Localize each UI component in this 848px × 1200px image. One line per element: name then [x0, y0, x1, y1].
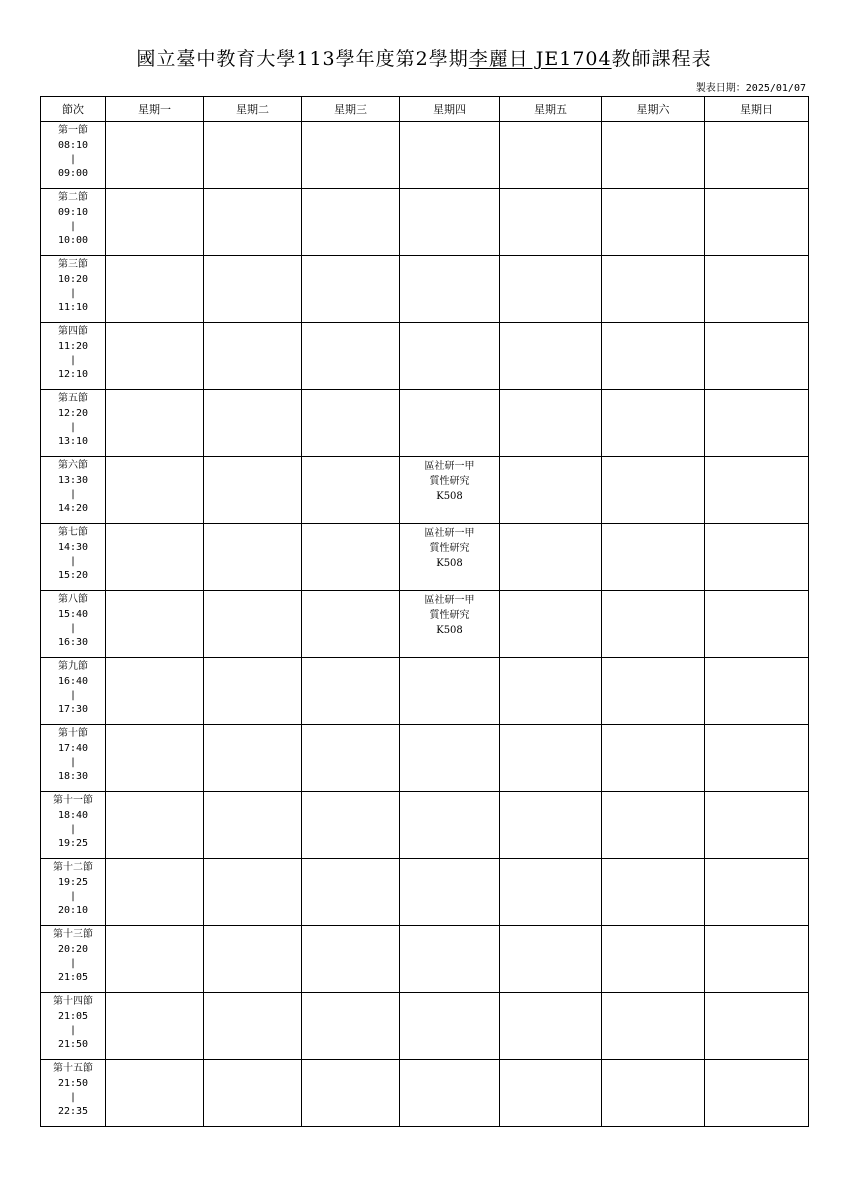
schedule-cell: [400, 390, 500, 457]
period-end: 21:50: [57, 1039, 89, 1050]
period-start: 13:30: [57, 475, 89, 486]
day-header: 星期一: [106, 97, 204, 122]
course-room: K508: [436, 625, 463, 636]
period-separator: |: [69, 757, 77, 768]
period-start: 21:05: [57, 1011, 89, 1022]
schedule-cell: [400, 323, 500, 390]
schedule-cell: [602, 122, 705, 189]
period-end: 11:10: [57, 302, 89, 313]
schedule-cell: [106, 725, 204, 792]
schedule-cell: [302, 1060, 400, 1127]
schedule-cell: [106, 122, 204, 189]
period-row: [41, 122, 809, 189]
schedule-cell: [302, 390, 400, 457]
schedule-cell: [705, 658, 809, 725]
period-cell: [41, 792, 106, 859]
period-name: 第七節: [58, 527, 88, 538]
schedule-cell: [500, 390, 602, 457]
period-separator: |: [69, 1092, 77, 1103]
period-row: [41, 524, 809, 591]
schedule-cell: [204, 256, 302, 323]
schedule-cell: [106, 390, 204, 457]
period-cell: [41, 390, 106, 457]
schedule-cell: [602, 859, 705, 926]
period-name: 第十節: [58, 728, 88, 739]
schedule-cell: [204, 591, 302, 658]
title-suffix: 教師課程表: [611, 48, 712, 70]
schedule-cell: [500, 457, 602, 524]
schedule-cell: [500, 859, 602, 926]
period-end: 21:05: [57, 972, 89, 983]
schedule-cell: [302, 926, 400, 993]
schedule-cell: [106, 323, 204, 390]
schedule-cell: [705, 792, 809, 859]
schedule-cell: [204, 457, 302, 524]
schedule-cell: [106, 792, 204, 859]
schedule-cell: [400, 457, 500, 524]
period-cell: [41, 457, 106, 524]
schedule-cell: [400, 926, 500, 993]
period-cell: [41, 122, 106, 189]
schedule-cell: [106, 926, 204, 993]
period-cell: [41, 524, 106, 591]
schedule-cell: [500, 323, 602, 390]
period-end: 15:20: [57, 570, 89, 581]
period-start: 17:40: [57, 743, 89, 754]
schedule-cell: [602, 390, 705, 457]
period-start: 14:30: [57, 542, 89, 553]
period-name: 第十五節: [53, 1063, 93, 1074]
day-header: 星期三: [302, 97, 400, 122]
period-separator: |: [69, 221, 77, 232]
schedule-cell: [705, 524, 809, 591]
day-header: 星期日: [705, 97, 809, 122]
period-separator: |: [69, 154, 77, 165]
course-room: K508: [436, 491, 463, 502]
course-subject: 質性研究: [429, 610, 470, 621]
course-subject: 質性研究: [429, 543, 470, 554]
header-row: [41, 97, 809, 122]
schedule-cell: [400, 792, 500, 859]
period-end: 20:10: [57, 905, 89, 916]
period-start: 11:20: [57, 341, 89, 352]
period-row: [41, 926, 809, 993]
period-end: 19:25: [57, 838, 89, 849]
period-cell: [41, 323, 106, 390]
period-name: 第四節: [58, 326, 88, 337]
period-end: 13:10: [57, 436, 89, 447]
schedule-cell: [204, 725, 302, 792]
schedule-cell: [400, 524, 500, 591]
schedule-cell: [400, 859, 500, 926]
page-title: [0, 44, 848, 71]
period-row: [41, 658, 809, 725]
schedule-cell: [500, 524, 602, 591]
schedule-cell: [302, 256, 400, 323]
schedule-cell: [602, 658, 705, 725]
period-cell: [41, 1060, 106, 1127]
schedule-cell: [302, 323, 400, 390]
period-name: 第一節: [58, 125, 88, 136]
period-row: [41, 993, 809, 1060]
course-subject: 質性研究: [429, 476, 470, 487]
schedule-cell: [500, 993, 602, 1060]
course-entry: [400, 524, 499, 571]
period-cell: [41, 859, 106, 926]
period-row: [41, 859, 809, 926]
schedule-cell: [500, 189, 602, 256]
schedule-cell: [204, 993, 302, 1060]
day-header: 星期二: [204, 97, 302, 122]
period-start: 19:25: [57, 877, 89, 888]
schedule-cell: [602, 725, 705, 792]
period-name: 第十二節: [53, 862, 93, 873]
period-row: [41, 256, 809, 323]
schedule-cell: [400, 1060, 500, 1127]
schedule-cell: [106, 993, 204, 1060]
period-row: [41, 1060, 809, 1127]
schedule-cell: [400, 591, 500, 658]
corner-header: 節次: [41, 97, 106, 122]
schedule-cell: [602, 189, 705, 256]
schedule-cell: [705, 859, 809, 926]
schedule-cell: [302, 859, 400, 926]
schedule-cell: [302, 122, 400, 189]
schedule-cell: [500, 725, 602, 792]
course-class: 區社研一甲: [424, 595, 475, 606]
period-row: [41, 457, 809, 524]
schedule-cell: [204, 323, 302, 390]
period-separator: |: [69, 690, 77, 701]
schedule-cell: [204, 1060, 302, 1127]
schedule-cell: [302, 725, 400, 792]
schedule-cell: [204, 859, 302, 926]
day-header: 星期四: [400, 97, 500, 122]
schedule-cell: [705, 256, 809, 323]
period-name: 第十三節: [53, 929, 93, 940]
period-cell: [41, 591, 106, 658]
schedule-cell: [602, 1060, 705, 1127]
period-separator: |: [69, 623, 77, 634]
schedule-cell: [500, 122, 602, 189]
schedule-cell: [602, 256, 705, 323]
period-name: 第六節: [58, 460, 88, 471]
period-separator: |: [69, 489, 77, 500]
period-row: [41, 792, 809, 859]
period-name: 第十一節: [53, 795, 93, 806]
period-cell: [41, 926, 106, 993]
schedule-cell: [705, 993, 809, 1060]
period-name: 第九節: [58, 661, 88, 672]
period-end: 22:35: [57, 1106, 89, 1117]
schedule-cell: [602, 323, 705, 390]
period-row: [41, 591, 809, 658]
schedule-cell: [602, 524, 705, 591]
title-prefix: 國立臺中教育大學113學年度第2學期: [136, 48, 469, 70]
timetable-body: [41, 122, 809, 1127]
schedule-cell: [106, 859, 204, 926]
course-entry: [400, 457, 499, 504]
schedule-cell: [204, 524, 302, 591]
schedule-cell: [204, 792, 302, 859]
schedule-cell: [400, 725, 500, 792]
period-name: 第三節: [58, 259, 88, 270]
period-start: 18:40: [57, 810, 89, 821]
schedule-cell: [106, 457, 204, 524]
period-cell: [41, 993, 106, 1060]
schedule-cell: [400, 189, 500, 256]
period-separator: |: [69, 958, 77, 969]
schedule-cell: [204, 122, 302, 189]
schedule-cell: [500, 1060, 602, 1127]
schedule-cell: [500, 792, 602, 859]
schedule-cell: [302, 457, 400, 524]
schedule-cell: [106, 256, 204, 323]
day-header: 星期五: [500, 97, 602, 122]
schedule-cell: [400, 122, 500, 189]
schedule-cell: [602, 926, 705, 993]
schedule-cell: [500, 658, 602, 725]
period-end: 18:30: [57, 771, 89, 782]
period-name: 第八節: [58, 594, 88, 605]
timetable: [40, 96, 809, 1127]
period-row: [41, 725, 809, 792]
schedule-cell: [705, 390, 809, 457]
period-separator: |: [69, 824, 77, 835]
period-start: 10:20: [57, 274, 89, 285]
schedule-cell: [106, 189, 204, 256]
period-name: 第二節: [58, 192, 88, 203]
period-separator: |: [69, 288, 77, 299]
course-class: 區社研一甲: [424, 461, 475, 472]
schedule-cell: [204, 926, 302, 993]
course-entry: [400, 591, 499, 638]
schedule-cell: [705, 591, 809, 658]
period-separator: |: [69, 422, 77, 433]
period-separator: |: [69, 556, 77, 567]
period-cell: [41, 256, 106, 323]
schedule-cell: [204, 189, 302, 256]
schedule-cell: [302, 591, 400, 658]
period-end: 12:10: [57, 369, 89, 380]
schedule-cell: [705, 189, 809, 256]
teacher-name: 李麗日 JE1704: [468, 48, 612, 70]
period-end: 10:00: [57, 235, 89, 246]
print-date: 製表日期：2025/01/07: [695, 83, 806, 94]
period-cell: [41, 658, 106, 725]
schedule-cell: [705, 122, 809, 189]
schedule-cell: [400, 256, 500, 323]
schedule-cell: [602, 591, 705, 658]
period-start: 16:40: [57, 676, 89, 687]
period-start: 15:40: [57, 609, 89, 620]
schedule-cell: [705, 926, 809, 993]
period-end: 17:30: [57, 704, 89, 715]
schedule-cell: [602, 993, 705, 1060]
period-cell: [41, 189, 106, 256]
schedule-cell: [204, 390, 302, 457]
schedule-cell: [602, 457, 705, 524]
schedule-cell: [602, 792, 705, 859]
period-start: 08:10: [57, 140, 89, 151]
schedule-cell: [400, 993, 500, 1060]
period-name: 第十四節: [53, 996, 93, 1007]
schedule-cell: [705, 725, 809, 792]
schedule-cell: [106, 591, 204, 658]
period-start: 21:50: [57, 1078, 89, 1089]
day-header: 星期六: [602, 97, 705, 122]
period-start: 12:20: [57, 408, 89, 419]
period-start: 09:10: [57, 207, 89, 218]
period-name: 第五節: [58, 393, 88, 404]
course-room: K508: [436, 558, 463, 569]
period-end: 09:00: [57, 168, 89, 179]
period-end: 16:30: [57, 637, 89, 648]
schedule-cell: [302, 524, 400, 591]
schedule-cell: [106, 1060, 204, 1127]
period-start: 20:20: [57, 944, 89, 955]
period-cell: [41, 725, 106, 792]
period-row: [41, 390, 809, 457]
period-separator: |: [69, 891, 77, 902]
schedule-cell: [106, 524, 204, 591]
schedule-cell: [500, 926, 602, 993]
schedule-cell: [500, 256, 602, 323]
schedule-cell: [705, 1060, 809, 1127]
schedule-cell: [302, 792, 400, 859]
period-separator: |: [69, 355, 77, 366]
period-separator: |: [69, 1025, 77, 1036]
schedule-cell: [302, 993, 400, 1060]
schedule-cell: [106, 658, 204, 725]
schedule-cell: [400, 658, 500, 725]
schedule-cell: [500, 591, 602, 658]
schedule-cell: [302, 189, 400, 256]
period-end: 14:20: [57, 503, 89, 514]
schedule-cell: [705, 457, 809, 524]
schedule-cell: [302, 658, 400, 725]
schedule-cell: [204, 658, 302, 725]
course-class: 區社研一甲: [424, 528, 475, 539]
period-row: [41, 323, 809, 390]
period-row: [41, 189, 809, 256]
schedule-cell: [705, 323, 809, 390]
